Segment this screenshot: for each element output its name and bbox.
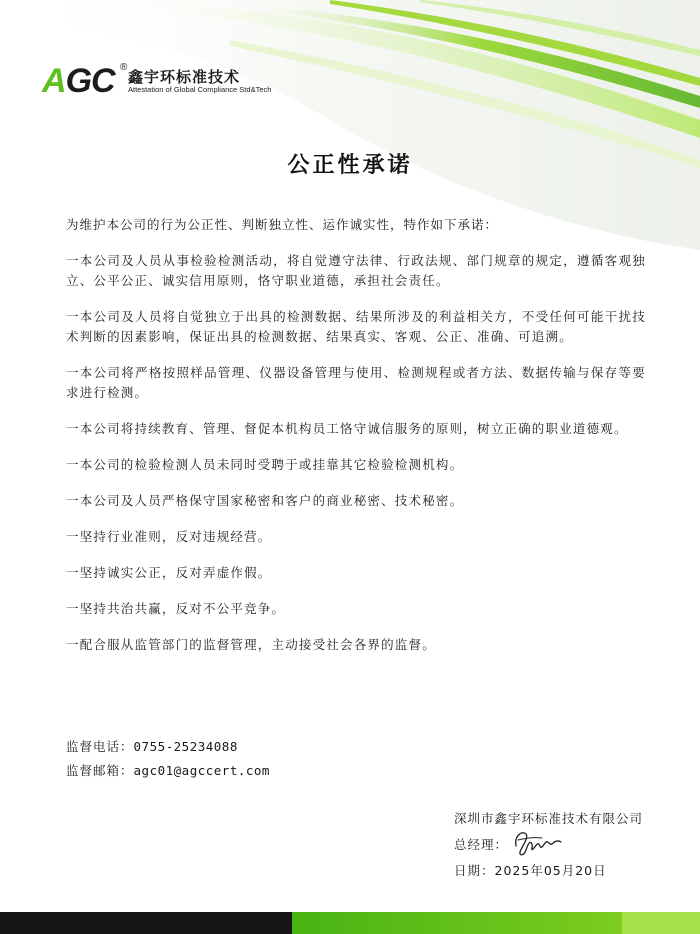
footer-bar-light-green xyxy=(622,912,700,934)
logo-mark xyxy=(42,64,115,98)
date-label: 日期： xyxy=(454,863,495,878)
company-name: 深圳市鑫宇环标准技术有限公司 xyxy=(454,811,644,826)
phone-label: 监督电话： xyxy=(66,739,134,754)
phone-row xyxy=(66,735,270,759)
registered-mark: ® xyxy=(120,62,128,73)
date-value: 2025年05月20日 xyxy=(494,863,607,878)
commitment-item: 一本公司将持续教育、管理、督促本机构员工恪守诚信服务的原则，树立正确的职业道德观。 xyxy=(66,421,628,436)
intro-text: 为维护本公司的行为公正性、判断独立性、运作诚实性，特作如下承诺： xyxy=(66,217,499,232)
logo-name-en: Attestation of Global Compliance Std&Tech xyxy=(128,85,272,94)
commitment-item: 一坚持行业准则，反对违规经营。 xyxy=(66,529,272,544)
commitment-item: 一配合服从监管部门的监督管理，主动接受社会各界的监督。 xyxy=(66,637,436,652)
footer-bar-dark xyxy=(0,912,292,934)
email-row xyxy=(66,759,270,783)
manager-label: 总经理： xyxy=(454,837,509,852)
email-label: 监督邮箱： xyxy=(66,763,134,778)
commitment-item: 一坚持诚实公正，反对弄虚作假。 xyxy=(66,565,272,580)
signature-block xyxy=(454,806,643,884)
commitment-item: 一本公司的检验检测人员未同时受聘于或挂靠其它检验检测机构。 xyxy=(66,457,464,472)
handwritten-signature xyxy=(512,826,564,860)
date-row xyxy=(454,858,643,884)
commitment-item: 一本公司将严格按照样品管理、仪器设备管理与使用、检测规程或者方法、数据传输与保存等要求进行检测。 xyxy=(66,365,646,400)
logo-mark-a: A xyxy=(42,62,66,100)
email-address: agc01@agccert.com xyxy=(133,763,270,778)
document-title: 公正性承诺 xyxy=(287,153,413,178)
manager-row xyxy=(454,832,643,858)
logo-name-cn: 鑫宇环标准技术 xyxy=(128,68,241,86)
phone-number: 0755-25234088 xyxy=(133,739,238,754)
commitment-item: 一本公司及人员将自觉独立于出具的检测数据、结果所涉及的利益相关方，不受任何可能干扰技术判断的因素影响，保证出具的检测数据、结果真实、客观、公正、准确、可追溯。 xyxy=(66,309,646,344)
commitment-body xyxy=(66,215,646,671)
commitment-item: 一本公司及人员严格保守国家秘密和客户的商业秘密、技术秘密。 xyxy=(66,493,464,508)
commitment-item: 一本公司及人员从事检验检测活动，将自觉遵守法律、行政法规、部门规章的规定，遵循客观独立、公平公正、诚实信用原则，恪守职业道德，承担社会责任。 xyxy=(66,253,646,288)
supervision-contacts xyxy=(66,735,270,783)
footer-bar-green xyxy=(292,912,622,934)
logo-mark-gc: GC xyxy=(65,62,115,100)
footer-color-bar xyxy=(0,912,700,934)
commitment-item: 一坚持共治共赢，反对不公平竞争。 xyxy=(66,601,286,616)
